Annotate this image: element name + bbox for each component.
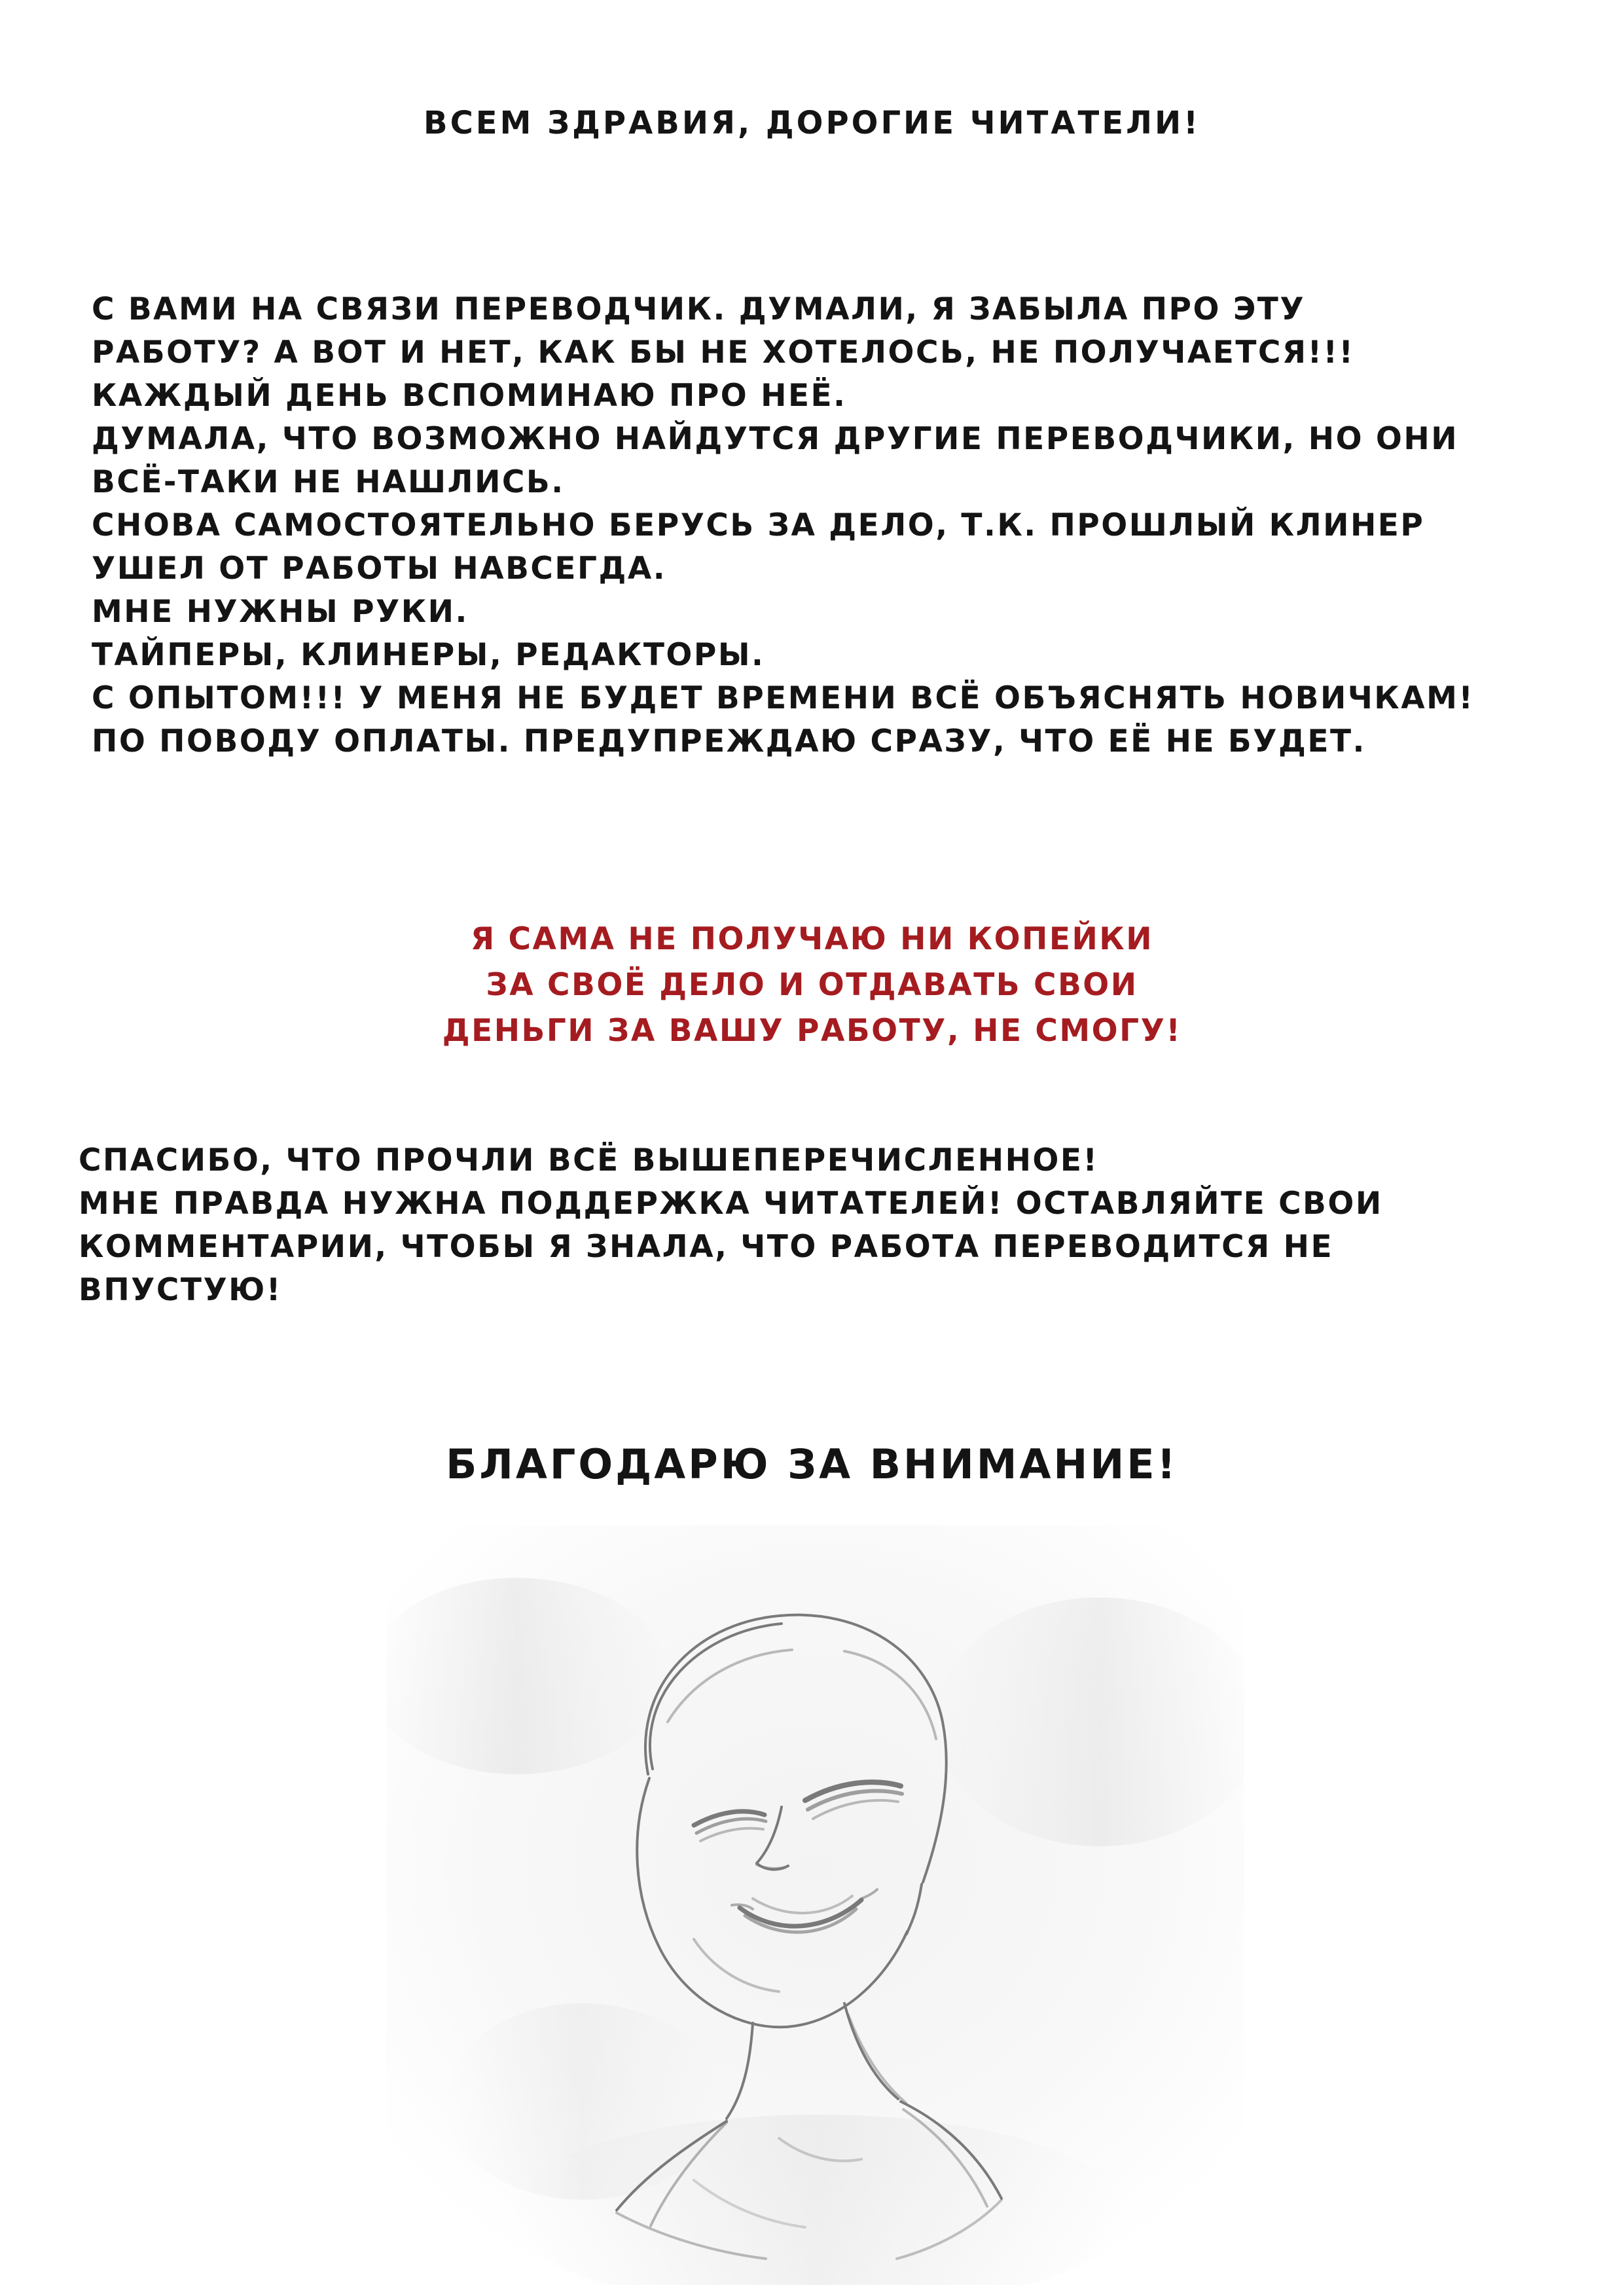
thanks-text-block: [79, 1139, 1558, 1312]
body-line: СНОВА САМОСТОЯТЕЛЬНО БЕРУСЬ ЗА ДЕЛО, Т.К. ПРОШЛЫЙ КЛИНЕР: [92, 507, 1425, 543]
thanks-line: ВПУСТУЮ!: [79, 1272, 282, 1308]
body-line: ВСЁ-ТАКИ НЕ НАШЛИСЬ.: [92, 464, 565, 500]
thanks-line: МНЕ ПРАВДА НУЖНА ПОДДЕРЖКА ЧИТАТЕЛЕЙ! ОСТАВЛЯЙТЕ СВОИ: [79, 1186, 1383, 1222]
payment-notice-line: ЗА СВОЁ ДЕЛО И ОТДАВАТЬ СВОИ: [486, 967, 1138, 1003]
closing-headline: БЛАГОДАРЮ ЗА ВНИМАНИЕ!: [446, 1440, 1178, 1488]
thanks-line: КОММЕНТАРИИ, ЧТОБЫ Я ЗНАЛА, ЧТО РАБОТА ПЕРЕВОДИТСЯ НЕ: [79, 1229, 1334, 1265]
payment-notice-line: Я САМА НЕ ПОЛУЧАЮ НИ КОПЕЙКИ: [470, 921, 1154, 957]
body-line: ТАЙПЕРЫ, КЛИНЕРЫ, РЕДАКТОРЫ.: [92, 637, 765, 673]
body-line: ДУМАЛА, ЧТО ВОЗМОЖНО НАЙДУТСЯ ДРУГИЕ ПЕРЕВОДЧИКИ, НО ОНИ: [92, 421, 1459, 457]
body-line: УШЕЛ ОТ РАБОТЫ НАВСЕГДА.: [92, 551, 667, 587]
thanks-line: СПАСИБО, ЧТО ПРОЧЛИ ВСЁ ВЫШЕПЕРЕЧИСЛЕННОЕ!: [79, 1142, 1099, 1178]
body-line: РАБОТУ? А ВОТ И НЕТ, КАК БЫ НЕ ХОТЕЛОСЬ, НЕ ПОЛУЧАЕТСЯ!!!: [92, 335, 1355, 371]
body-line: КАЖДЫЙ ДЕНЬ ВСПОМИНАЮ ПРО НЕЁ.: [92, 378, 847, 414]
payment-notice-line: ДЕНЬГИ ЗА ВАШУ РАБОТУ, НЕ СМОГУ!: [442, 1013, 1182, 1049]
body-line: ПО ПОВОДУ ОПЛАТЫ. ПРЕДУПРЕЖДАЮ СРАЗУ, ЧТО ЕЁ НЕ БУДЕТ.: [92, 723, 1366, 759]
body-line: МНЕ НУЖНЫ РУКИ.: [92, 594, 469, 630]
sketch-illustration: [386, 1525, 1244, 2285]
page-title: ВСЕМ ЗДРАВИЯ, ДОРОГИЕ ЧИТАТЕЛИ!: [423, 105, 1201, 141]
body-text-block: [92, 288, 1558, 763]
body-line: С ОПЫТОМ!!! У МЕНЯ НЕ БУДЕТ ВРЕМЕНИ ВСЁ ОБЪЯСНЯТЬ НОВИЧКАМ!: [92, 680, 1475, 716]
payment-notice: [0, 917, 1624, 1054]
body-line: С ВАМИ НА СВЯЗИ ПЕРЕВОДЧИК. ДУМАЛИ, Я ЗАБЫЛА ПРО ЭТУ: [92, 291, 1306, 327]
